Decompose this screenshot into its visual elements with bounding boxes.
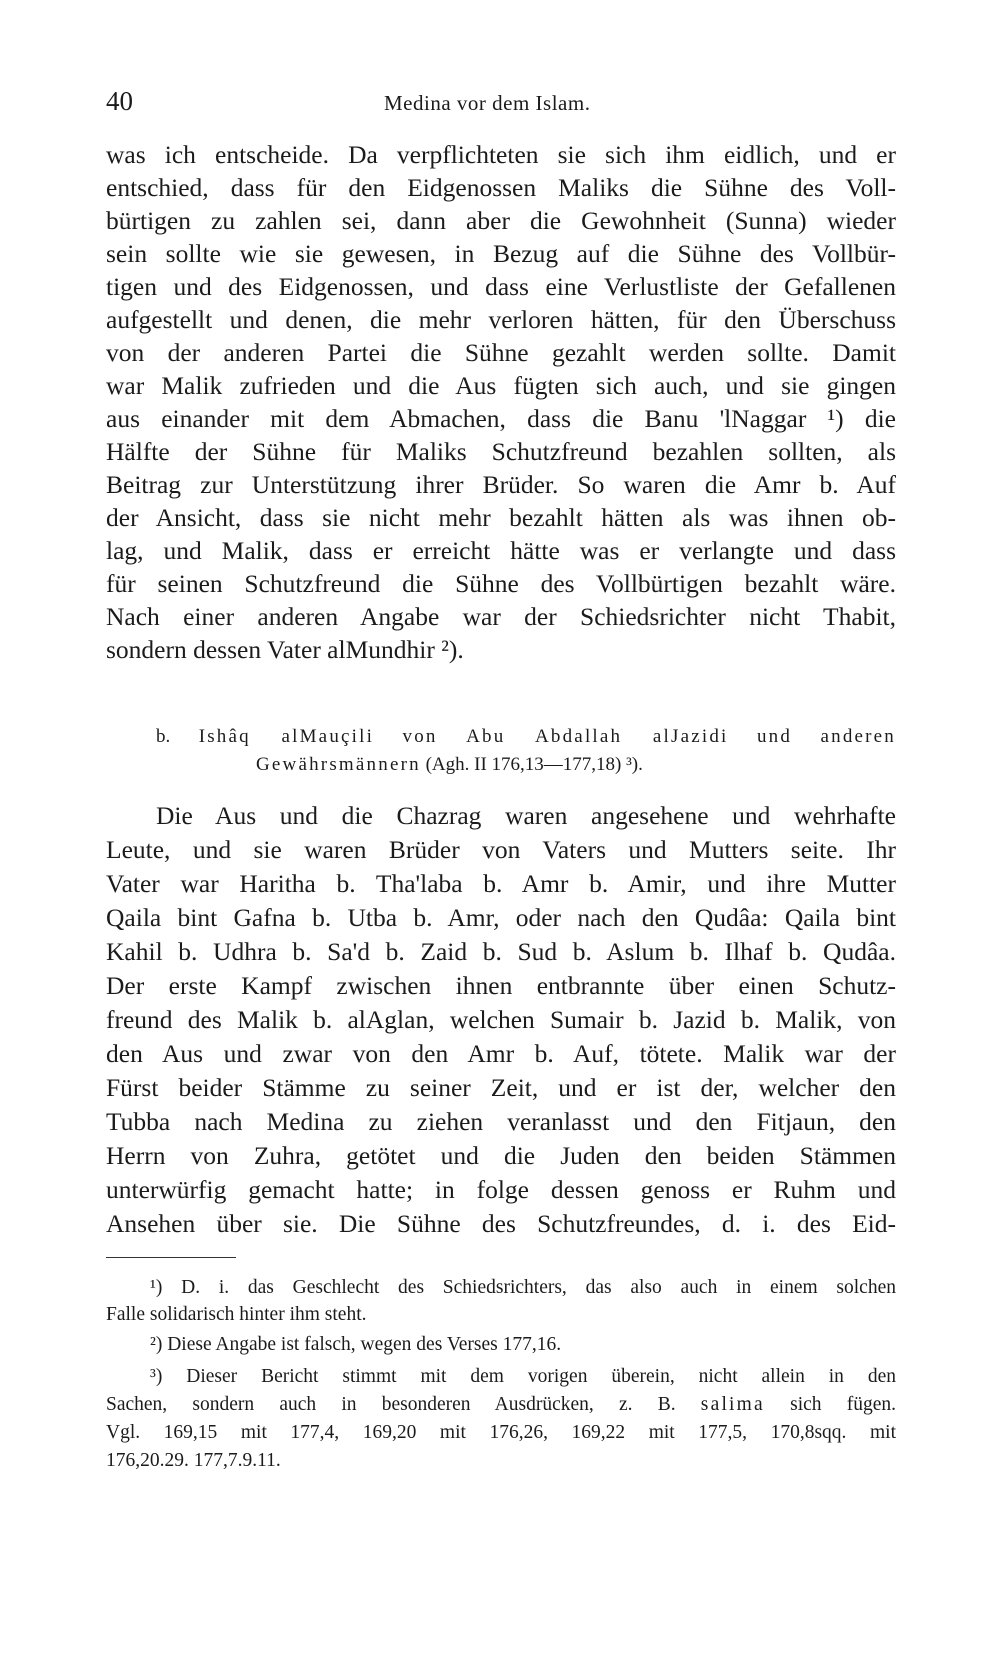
text-line: aus einander mit dem Abmachen, dass die Banu 'lNaggar ¹) die bbox=[106, 404, 896, 433]
section-heading-line-2 bbox=[256, 752, 643, 778]
text-line: Hälfte der Sühne für Maliks Schutzfreund bezahlen sollten, als bbox=[106, 437, 896, 466]
text-line: war Malik zufrieden und die Aus fügten sich auch, und sie gingen bbox=[106, 371, 896, 400]
word-anderen: anderen bbox=[820, 726, 897, 747]
word-von: von bbox=[402, 726, 438, 747]
section-marker: b. bbox=[156, 726, 171, 747]
text-line: aufgestellt und denen, die mehr verloren hätten, für den Überschuss bbox=[106, 305, 896, 334]
text-line: der Ansicht, dass sie nicht mehr bezahlt hätten als was ihnen ob- bbox=[106, 503, 896, 532]
footnote-1-line: ¹) D. i. das Geschlecht des Schiedsrichters, das also auch in einem solchen bbox=[150, 1277, 896, 1298]
footnote-3-line: Vgl. 169,15 mit 177,4, 169,20 mit 176,26, 169,22 mit 177,5, 170,8sqq. mit bbox=[106, 1422, 896, 1443]
text-line: Kahil b. Udhra b. Sa'd b. Zaid b. Sud b. Aslum b. Ilhaf b. Qudâa. bbox=[106, 937, 896, 966]
footnote-1-line: Falle solidarisch hinter ihm steht. bbox=[106, 1304, 367, 1325]
page-number: 40 bbox=[106, 86, 133, 116]
footnote-3-spaced-word: salima bbox=[700, 1394, 765, 1415]
text-line: freund des Malik b. alAglan, welchen Sumair b. Jazid b. Malik, von bbox=[106, 1005, 896, 1034]
text-line: Fürst beider Stämme zu seiner Zeit, und er ist der, welcher den bbox=[106, 1073, 896, 1102]
source-name-2: Abu Abdallah alJazidi bbox=[466, 726, 729, 747]
footnote-3-line: ³) Dieser Bericht stimmt mit dem vorigen überein, nicht allein in den bbox=[150, 1366, 896, 1387]
text-line: bürtigen zu zahlen sei, dann aber die Gewohnheit (Sunna) wieder bbox=[106, 206, 896, 235]
text-line: sein sollte wie sie gewesen, in Bezug auf die Sühne des Vollbür- bbox=[106, 239, 896, 268]
text-line: Die Aus und die Chazrag waren angesehene und wehrhafte bbox=[156, 801, 896, 830]
footnote-3-text: Sachen, sondern auch in besonderen Ausdrücken, z. B. bbox=[106, 1394, 676, 1415]
text-line: Vater war Haritha b. Tha'laba b. Amr b. Amir, und ihre Mutter bbox=[106, 869, 896, 898]
text-line: Tubba nach Medina zu ziehen veranlasst und den Fitjaun, den bbox=[106, 1107, 896, 1136]
text-line: Ansehen über sie. Die Sühne des Schutzfreundes, d. i. des Eid- bbox=[106, 1209, 896, 1238]
text-line: von der anderen Partei die Sühne gezahlt werden sollte. Damit bbox=[106, 338, 896, 367]
text-line: für seinen Schutzfreund die Sühne des Vollbürtigen bezahlt wäre. bbox=[106, 569, 896, 598]
text-line: sondern dessen Vater alMundhir ²). bbox=[106, 635, 464, 664]
text-line: Beitrag zur Unterstützung ihrer Brüder. So waren die Amr b. Auf bbox=[106, 470, 896, 499]
running-title: Medina vor dem Islam. bbox=[384, 91, 591, 115]
source-citation: (Agh. II 176,13—177,18) ³). bbox=[425, 754, 643, 775]
text-line: was ich entscheide. Da verpflichteten sie sich ihm eidlich, und er bbox=[106, 140, 896, 169]
text-line: unterwürfig gemacht hatte; in folge dessen genoss er Ruhm und bbox=[106, 1175, 896, 1204]
word-und: und bbox=[756, 726, 793, 747]
footnote-3-line: 176,20.29. 177,7.9.11. bbox=[106, 1450, 281, 1471]
text-line: Qaila bint Gafna b. Utba b. Amr, oder nach den Qudâa: Qaila bint bbox=[106, 903, 896, 932]
text-line: entschied, dass für den Eidgenossen Maliks die Sühne des Voll- bbox=[106, 173, 896, 202]
text-line: tigen und des Eidgenossen, und dass eine Verlustliste der Gefallenen bbox=[106, 272, 896, 301]
text-line: Nach einer anderen Angabe war der Schiedsrichter nicht Thabit, bbox=[106, 602, 896, 631]
footnote-separator bbox=[106, 1257, 236, 1258]
source-name-1: Ishâq alMauçili bbox=[198, 726, 375, 747]
footnote-3-text: sich fügen. bbox=[790, 1394, 897, 1415]
text-line: Der erste Kampf zwischen ihnen entbrannte über einen Schutz- bbox=[106, 971, 896, 1000]
footnote-2-line: ²) Diese Angabe ist falsch, wegen des Verses 177,16. bbox=[150, 1334, 562, 1355]
text-line: lag, und Malik, dass er erreicht hätte was er verlangte und dass bbox=[106, 536, 896, 565]
word-gewahrsmannern: Gewährsmännern bbox=[256, 754, 421, 775]
section-heading-line-1 bbox=[156, 724, 896, 750]
footnote-3-line bbox=[106, 1392, 896, 1418]
page-header bbox=[106, 86, 896, 126]
text-line: Leute, und sie waren Brüder von Vaters und Mutters seite. Ihr bbox=[106, 835, 896, 864]
text-line: den Aus und zwar von den Amr b. Auf, tötete. Malik war der bbox=[106, 1039, 896, 1068]
text-line: Herrn von Zuhra, getötet und die Juden den beiden Stämmen bbox=[106, 1141, 896, 1170]
